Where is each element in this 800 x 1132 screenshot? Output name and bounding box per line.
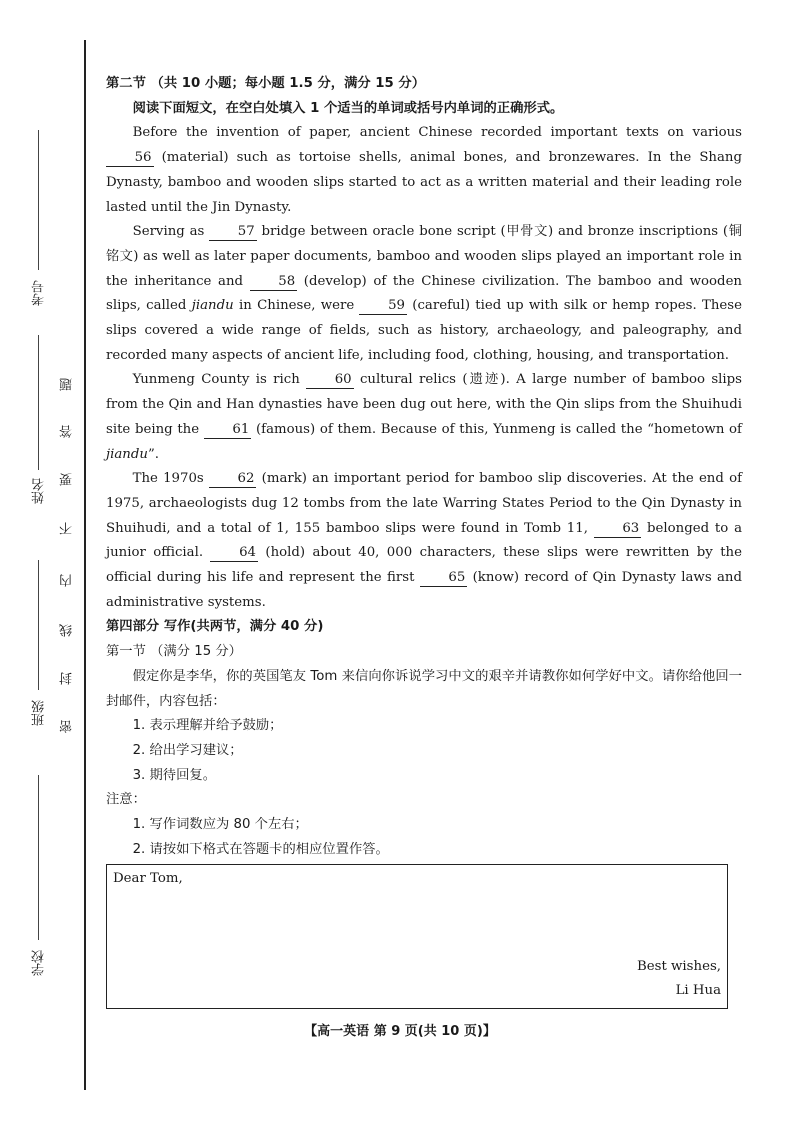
text: (know) record of Qin Dynasty laws and administrative systems.: [106, 570, 742, 610]
blank-59[interactable]: 59: [359, 298, 407, 315]
passage-paragraph-4: [106, 467, 742, 615]
text: (material) such as tortoise shells, animal bones, and bronzewares. In the Shang Dynasty, bamboo and wooden slips started to act as a written material and their leading role lasted until the Jin Dynasty.: [106, 150, 742, 215]
seal-char: 内: [60, 574, 75, 587]
prompt-item: 2. 给出学习建议；: [132, 742, 243, 758]
text: (careful) tied up with silk or hemp ropes. These slips covered a wide range of fields, such as history, archaeology, and paleography, and recorded many aspects of ancient life, including food, clothing, housing, and transportation.: [106, 298, 742, 363]
letter-salutation: Dear Tom,: [113, 871, 183, 886]
text: ”.: [147, 446, 159, 462]
seal-char: 要: [60, 473, 75, 486]
part4-section1-heading: 第一节 （满分 15 分）: [106, 644, 242, 660]
class-label: 班级: [32, 700, 47, 726]
blank-63[interactable]: 63: [594, 521, 642, 538]
blank-65[interactable]: 65: [420, 570, 468, 587]
text: belonged to a junior official.: [106, 520, 743, 561]
italic-term: jiandu: [106, 446, 148, 462]
letter-signature: Li Hua: [675, 983, 721, 998]
seal-char: 题: [60, 378, 75, 391]
passage-paragraph-3: [106, 368, 742, 467]
exam-content: [106, 72, 742, 863]
seal-char: 密: [60, 720, 75, 733]
seal-char: 答: [60, 425, 75, 438]
prompt-item: 3. 期待回复。: [132, 767, 216, 783]
text: cultural relics (遗迹). A large number of bamboo slips from the Qin and Han dynasties have been dug out here, with the Qin slips from the Shuihudi site being the: [106, 372, 742, 437]
school-label: 学校: [32, 950, 47, 976]
class-line: [38, 560, 39, 690]
writing-prompt: 假定你是李华，你的英国笔友 Tom 来信向你诉说学习中文的艰辛并请教你如何学好中文。请你给他回一封邮件，内容包括：: [106, 668, 742, 709]
name-line: [38, 335, 39, 470]
text: bridge between oracle bone script (甲骨文) and bronze inscriptions (铜铭文) as well as later paper documents, bamboo and wooden slips played an important role in the inheritance and: [106, 224, 742, 289]
blank-62[interactable]: 62: [209, 471, 257, 488]
name-label: 姓名: [32, 478, 47, 504]
seal-char: 封: [60, 672, 75, 685]
blank-57[interactable]: 57: [209, 224, 257, 241]
blank-56[interactable]: 56: [106, 150, 154, 167]
text: (mark) an important period for bamboo slip discoveries. At the end of 1975, archaeologists dug 12 tombs from the late Warring States Period to the Qin Dynasty in Shuihudi, and a total of 1, 155 bamboo slips were found in Tomb 11,: [106, 471, 743, 536]
section2-heading: 第二节 （共 10 小题；每小题 1.5 分，满分 15 分）: [106, 76, 426, 91]
exam-no-label: 考号: [32, 280, 47, 306]
note-item: 1. 写作词数应为 80 个左右；: [132, 817, 308, 833]
text: in Chinese, were: [233, 298, 360, 314]
seal-char: 不: [60, 522, 75, 535]
prompt-item: 1. 表示理解并给予鼓励；: [132, 718, 283, 734]
text: Serving as: [132, 224, 210, 240]
text: (develop) of the Chinese civilization. The bamboo and wooden slips, called: [106, 273, 742, 314]
binding-line: [84, 40, 86, 1090]
note-item: 2. 请按如下格式在答题卡的相应位置作答。: [132, 841, 389, 857]
school-line: [38, 775, 39, 940]
text: Yunmeng County is rich: [132, 372, 307, 388]
blank-64[interactable]: 64: [210, 545, 258, 562]
exam-no-line: [38, 130, 39, 270]
part4-heading: 第四部分 写作(共两节，满分 40 分): [106, 619, 324, 635]
letter-format-box: [106, 864, 728, 1009]
text: Before the invention of paper, ancient Chinese recorded important texts on various: [132, 125, 742, 141]
italic-term: jiandu: [191, 298, 234, 314]
passage-paragraph-2: [106, 220, 742, 368]
blank-58[interactable]: 58: [250, 274, 298, 291]
page-footer: 【高一英语 第 9 页(共 10 页)】: [304, 1024, 496, 1039]
text: The 1970s: [132, 471, 209, 487]
section2-instruction: 阅读下面短文，在空白处填入 1 个适当的单词或括号内单词的正确形式。: [132, 100, 564, 116]
blank-60[interactable]: 60: [306, 372, 354, 389]
text: (famous) of them. Because of this, Yunmeng is called the “hometown of: [251, 421, 742, 437]
passage-paragraph-1: [106, 121, 742, 220]
blank-61[interactable]: 61: [204, 422, 252, 439]
text: (hold) about 40, 000 characters, these slips were rewritten by the official during his life and represent the first: [106, 545, 742, 586]
letter-closing: Best wishes,: [637, 959, 721, 974]
seal-char: 线: [60, 624, 75, 637]
notes-label: 注意：: [106, 792, 146, 808]
